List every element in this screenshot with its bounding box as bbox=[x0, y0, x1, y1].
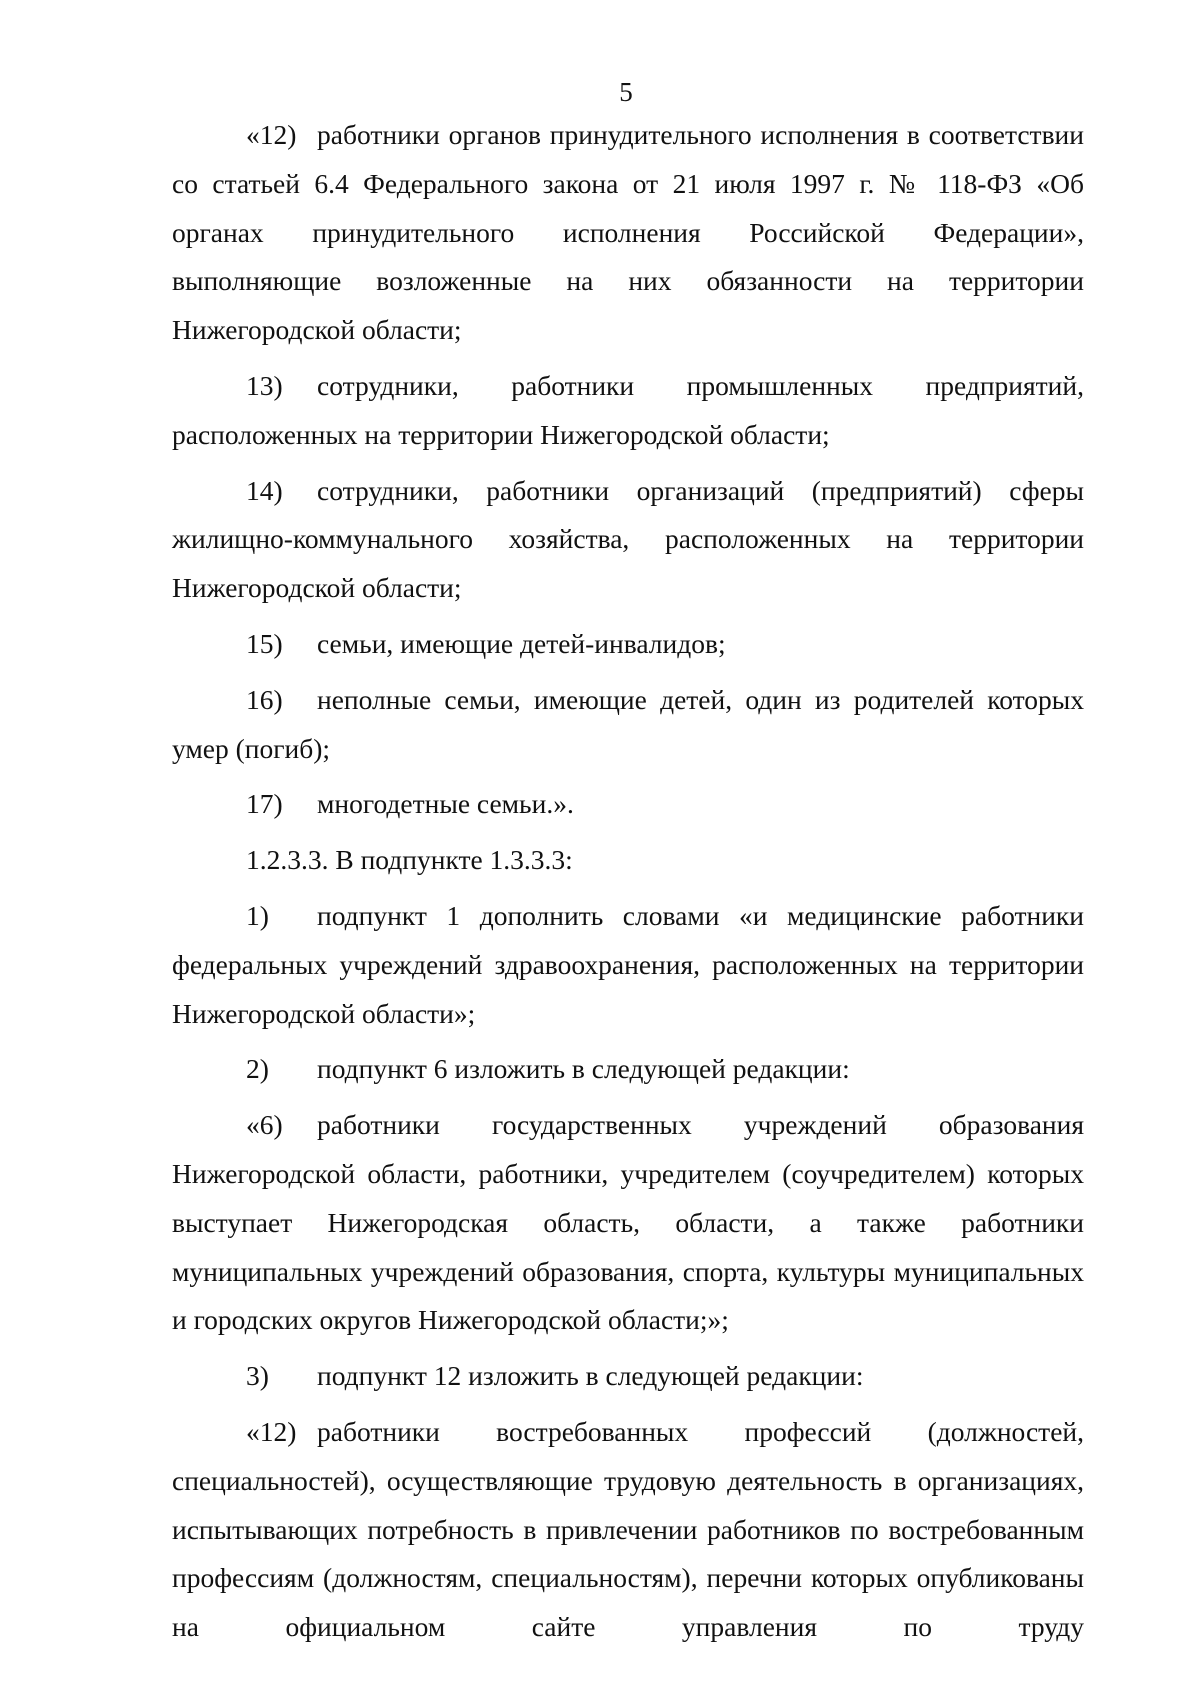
page-number: 5 bbox=[619, 77, 633, 107]
paragraph-text: неполные семьи, имеющие детей, один из родителей которых умер (погиб); bbox=[172, 683, 1084, 764]
paragraph-text: подпункт 1 дополнить словами «и медицинские работники федеральных учреждений здравоохранения, расположенных на территории Нижегородской области»; bbox=[172, 899, 1084, 1029]
paragraph-number: 16) bbox=[246, 683, 283, 715]
paragraph-number: 14) bbox=[246, 474, 283, 506]
paragraph-number: «12) bbox=[246, 119, 297, 150]
paragraph-item-1 bbox=[172, 892, 1084, 1038]
paragraph-text: работники востребованных профессий (должностей, специальностей), осуществляющие трудовую деятельность в организациях, испытывающих потребность в привлечении работников по востребованным профессиям (должностям, специальностям), перечни которых опубликованы на официальном сайте управления по труду bbox=[172, 1415, 1084, 1643]
paragraph-item-16 bbox=[172, 676, 1084, 774]
paragraph-text: работники государственных учреждений образования Нижегородской области, работники, учредителем (соучредителем) которых выступает Нижегородская область, области, а также работники муниципальных учреждений образования, спорта, культуры муниципальных и городских округов Нижегородской области;»; bbox=[172, 1109, 1084, 1336]
paragraph-text: 1.2.3.3. В подпункте 1.3.3.3: bbox=[246, 844, 573, 876]
paragraph-text: подпункт 12 изложить в следующей редакции: bbox=[317, 1360, 864, 1392]
paragraph-item-6 bbox=[172, 1101, 1084, 1345]
paragraph-text: многодетные семьи.». bbox=[317, 788, 574, 820]
paragraph-number: 17) bbox=[246, 788, 283, 820]
paragraph-number: 13) bbox=[246, 369, 283, 401]
paragraph-number: 15) bbox=[246, 627, 283, 659]
paragraph-item-12-new bbox=[172, 1408, 1084, 1652]
paragraph-item-12 bbox=[172, 111, 1084, 355]
paragraph-text: подпункт 6 изложить в следующей редакции: bbox=[317, 1053, 850, 1085]
paragraph-number: «6) bbox=[246, 1109, 283, 1141]
paragraph-item-2 bbox=[172, 1045, 1084, 1094]
paragraph-item-15 bbox=[172, 620, 1084, 669]
paragraph-item-3 bbox=[172, 1352, 1084, 1401]
paragraph-text: сотрудники, работники организаций (предприятий) сферы жилищно-коммунального хозяйства, расположенных на территории Нижегородской области; bbox=[172, 474, 1084, 604]
paragraph-number: 1) bbox=[246, 899, 269, 931]
paragraph-item-13 bbox=[172, 362, 1084, 460]
paragraph-item-17 bbox=[172, 780, 1084, 829]
paragraph-text: семьи, имеющие детей-инвалидов; bbox=[317, 627, 726, 659]
paragraph-item-14 bbox=[172, 467, 1084, 613]
paragraph-text: сотрудники, работники промышленных предприятий, расположенных на территории Нижегородской области; bbox=[172, 369, 1084, 450]
paragraph-subsection-heading bbox=[172, 836, 1084, 885]
paragraph-text: работники органов принудительного исполнения в соответствии со статьей 6.4 Федерального закона от 21 июля 1997 г. № 118-ФЗ «Об органах принудительного исполнения Российской Федерации», выполняющие возложенные на них обязанности на территории Нижегородской области; bbox=[172, 119, 1084, 346]
paragraph-number: 2) bbox=[246, 1053, 269, 1085]
paragraph-number: 3) bbox=[246, 1360, 269, 1392]
paragraph-number: «12) bbox=[246, 1415, 297, 1447]
document-body bbox=[172, 111, 1084, 1652]
